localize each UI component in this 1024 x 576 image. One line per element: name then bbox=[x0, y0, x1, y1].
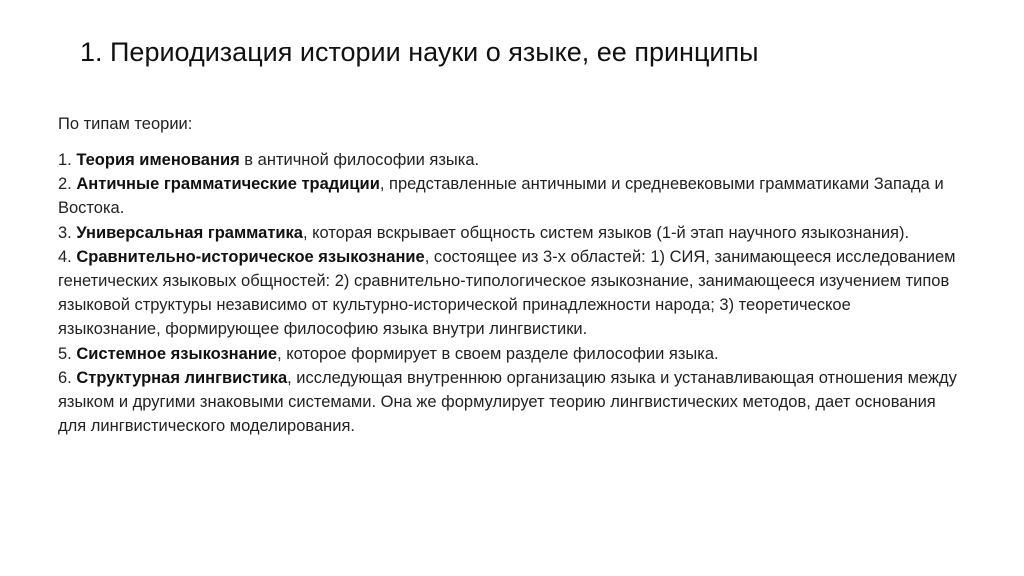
slide-title: 1. Периодизация истории науки о языке, ее принципы bbox=[80, 37, 759, 67]
item-number: 4. bbox=[58, 247, 77, 266]
item-number: 6. bbox=[58, 368, 77, 387]
item-term: Универсальная грамматика bbox=[76, 223, 303, 242]
theory-types-list bbox=[58, 148, 958, 438]
item-term: Системное языкознание bbox=[76, 344, 278, 363]
item-number: 1. bbox=[58, 151, 77, 169]
item-term: Структурная лингвистика bbox=[76, 368, 288, 387]
list-item bbox=[58, 148, 958, 172]
list-item bbox=[58, 366, 958, 439]
list-item bbox=[58, 221, 958, 245]
item-text: , исследующая внутреннюю организацию языка и устанавливающая отношения между языком и другими знаковыми системами. Она же формулирует теорию лингвистических методов, дает основания для лингвистического моделирования. bbox=[58, 368, 957, 436]
item-text: , состоящее из 3-х областей: 1) СИЯ, занимающееся исследованием генетических языковых общностей: 2) сравнительно-типологическое языкознание, занимающееся изучением типов языковой структуры независимо от культурно-исторической принадлежности народа; 3) теоретическое языкознание, формирующее философию языка внутри лингвистики. bbox=[58, 247, 956, 339]
item-text: , которая вскрывает общность систем языков (1-й этап научного языкознания). bbox=[302, 223, 910, 242]
intro-text: По типам теории: bbox=[58, 115, 193, 133]
list-item bbox=[58, 245, 958, 342]
list-item bbox=[58, 342, 958, 366]
item-term: Античные грамматические традиции bbox=[76, 175, 380, 194]
item-text: , представленные античными и средневековыми грамматиками Запада и Востока. bbox=[58, 175, 944, 218]
list-item bbox=[58, 172, 958, 220]
item-number: 3. bbox=[58, 223, 77, 242]
item-text: , которое формирует в своем разделе философии языка. bbox=[277, 344, 719, 363]
item-term: Теория именования bbox=[76, 151, 240, 169]
item-text: в античной философии языка. bbox=[239, 151, 480, 169]
item-number: 2. bbox=[58, 175, 77, 194]
item-number: 5. bbox=[58, 344, 77, 363]
item-term: Сравнительно-историческое языкознание bbox=[76, 247, 425, 266]
